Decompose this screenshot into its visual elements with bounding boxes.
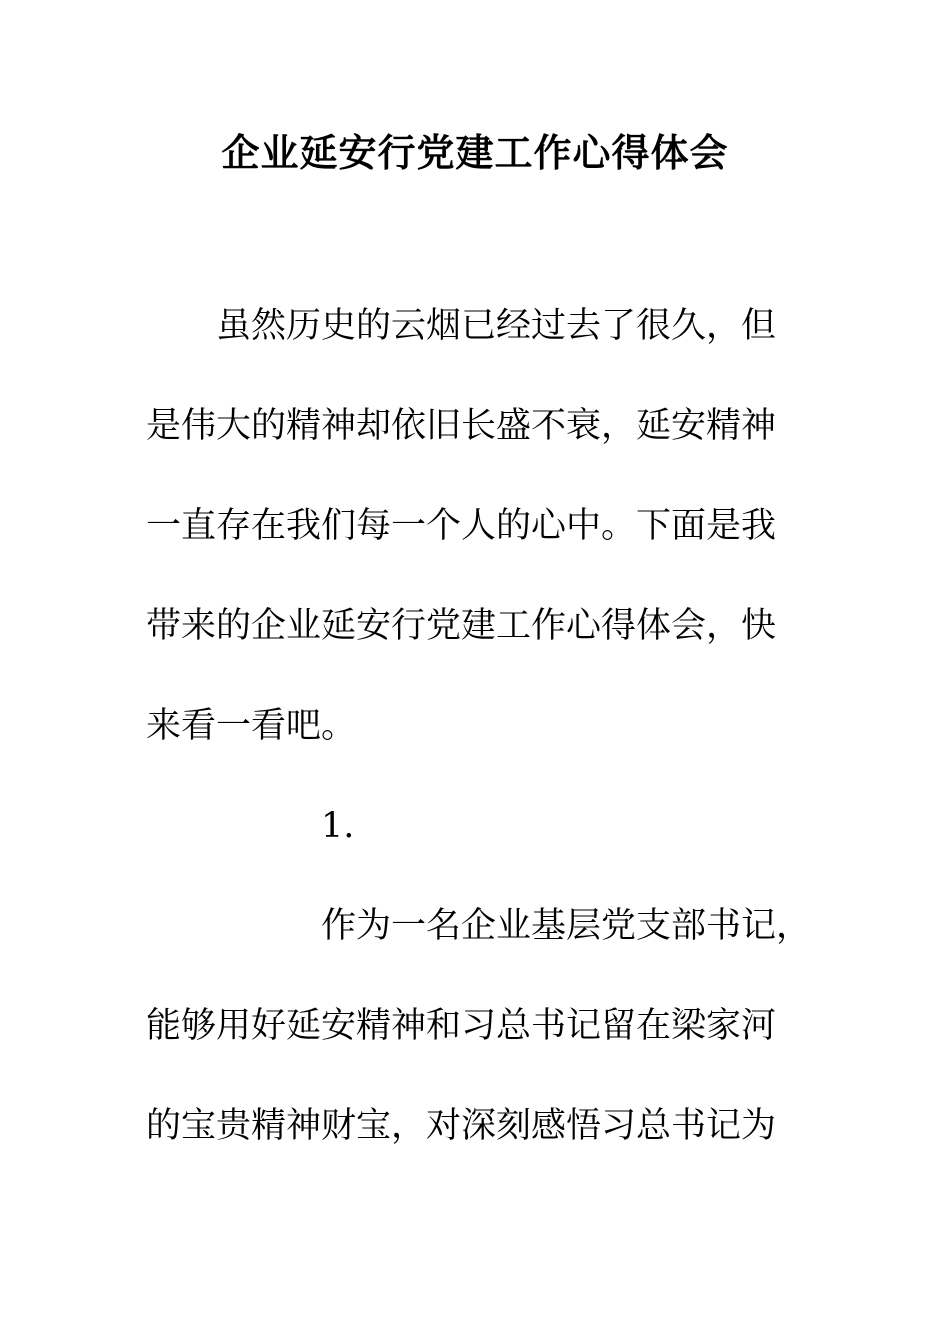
paragraph-line-6: 作为一名企业基层党支部书记， — [321, 906, 812, 946]
paragraph-line-5: 来看一看吧。 — [146, 706, 357, 746]
section-number: 1. — [321, 806, 355, 846]
paragraph-line-2: 是伟大的精神却依旧长盛不衰，延安精神 — [146, 406, 777, 446]
paragraph-line-3: 一直存在我们每一个人的心中。下面是我 — [146, 506, 777, 546]
paragraph-line-8: 的宝贵精神财宝，对深刻感悟习总书记为 — [146, 1106, 777, 1146]
document-title: 企业延安行党建工作心得体会 — [221, 130, 729, 175]
paragraph-line-7: 能够用好延安精神和习总书记留在梁家河 — [146, 1006, 777, 1046]
paragraph-line-4: 带来的企业延安行党建工作心得体会，快 — [146, 606, 777, 646]
paragraph-line-1: 虽然历史的云烟已经过去了很久，但 — [216, 306, 777, 346]
